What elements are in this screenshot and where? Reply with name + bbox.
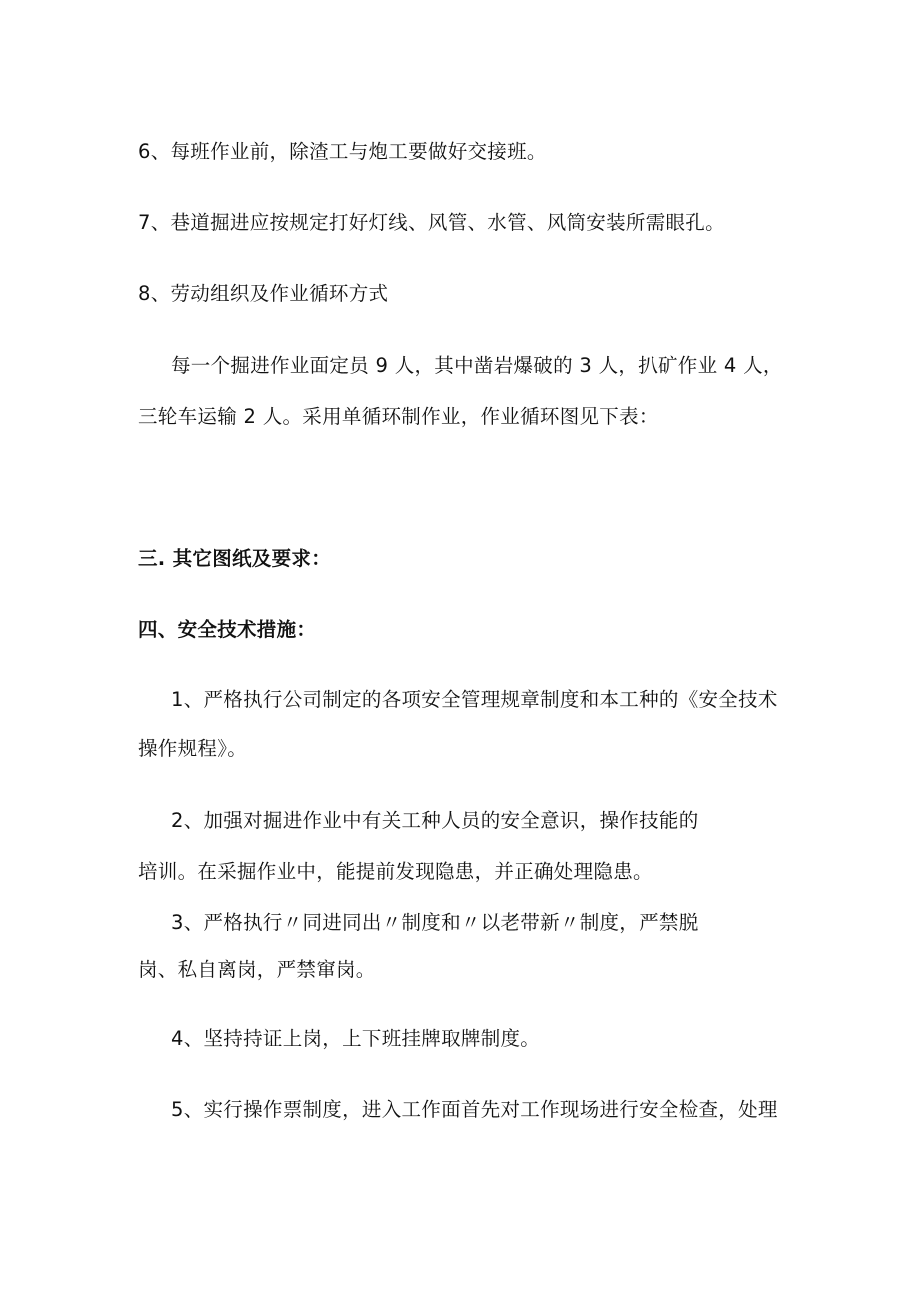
measure-4-text: 4、坚持持证上岗，上下班挂牌取牌制度。 bbox=[171, 1027, 541, 1050]
measure-2-line-2: 培训。在采掘作业中，能提前发现隐患，并正确处理隐患。 bbox=[138, 860, 653, 883]
item-6-text: 6、每班作业前，除渣工与炮工要做好交接班。 bbox=[138, 140, 547, 163]
measure-3-line-1: 3、严格执行〃同进同出〃制度和〃以老带新〃制度，严禁脱 bbox=[171, 911, 699, 934]
measure-5-line-1: 5、实行操作票制度，进入工作面首先对工作现场进行安全检查，处理 bbox=[171, 1098, 778, 1121]
labor-paragraph-line-2: 三轮车运输 2 人。采用单循环制作业，作业循环图见下表： bbox=[138, 405, 659, 428]
item-8-heading: 8、劳动组织及作业循环方式 bbox=[138, 282, 389, 305]
measure-2-line-1: 2、加强对掘进作业中有关工种人员的安全意识，操作技能的 bbox=[171, 809, 699, 832]
measure-1-line-2: 操作规程》。 bbox=[138, 737, 248, 760]
section-3-heading: 三. 其它图纸及要求： bbox=[138, 547, 331, 570]
item-7-text: 7、巷道掘进应按规定打好灯线、风管、水管、风筒安装所需眼孔。 bbox=[138, 211, 725, 234]
measure-3-line-2: 岗、私自离岗，严禁窜岗。 bbox=[138, 958, 376, 981]
section-4-heading: 四、安全技术措施： bbox=[138, 618, 317, 641]
labor-paragraph-line-1: 每一个掘进作业面定员 9 人，其中凿岩爆破的 3 人，扒矿作业 4 人， bbox=[171, 354, 783, 377]
measure-1-line-1: 1、严格执行公司制定的各项安全管理规章制度和本工种的《安全技术 bbox=[171, 688, 778, 711]
